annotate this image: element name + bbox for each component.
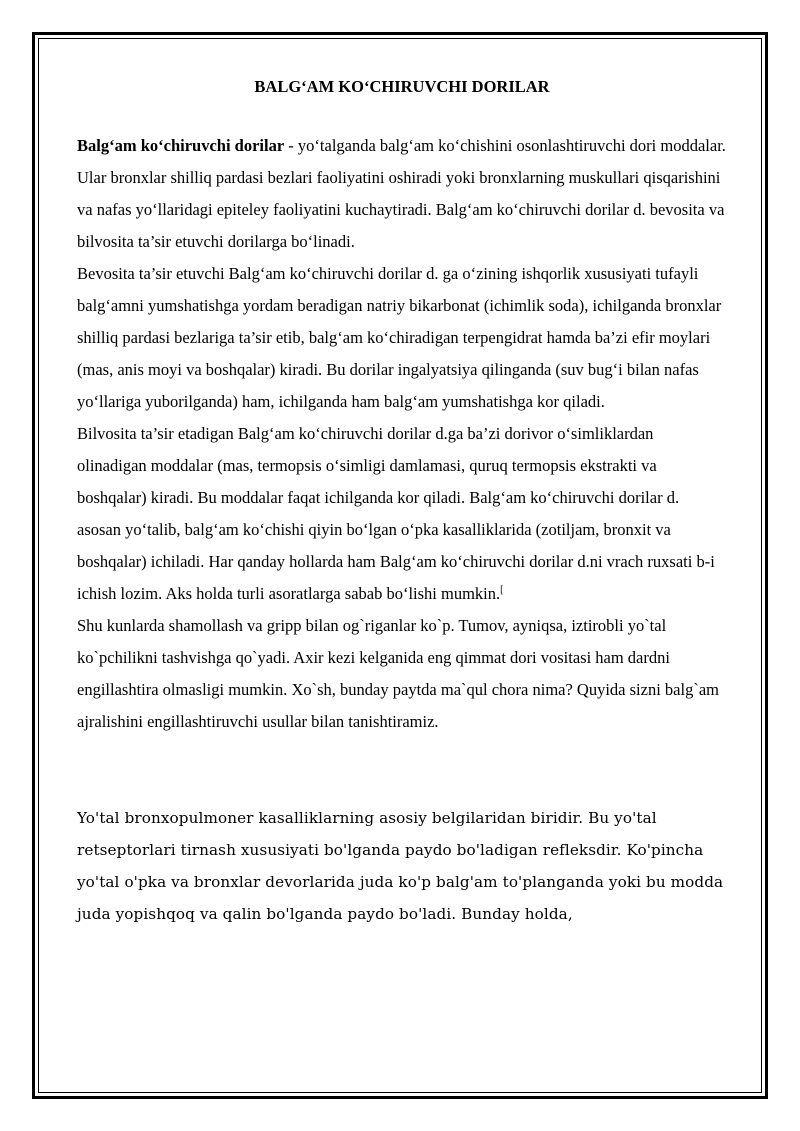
paragraph-cough: Yo'tal bronxopulmoner kasalliklarning asosiy belgilaridan biridir. Bu yo'tal retseptorlari tirnash xususiyati bo'lganda paydo bo'ladigan refleksdir. Ko'pincha yo'tal o'pka va bronxlar devorlarida juda ko'p balg'am to'planganda yoki bu modda juda yopishqoq va qalin bo'lganda paydo bo'ladi. Bunday holda, (77, 809, 724, 923)
document-title: BALG‘AM KO‘CHIRUVCHI DORILAR (254, 77, 550, 96)
paragraph-indirect-text: Bilvosita ta’sir etadigan Balg‘am ko‘chiruvchi dorilar d.ga ba’zi dorivor o‘simliklardan olinadigan moddalar (mas, termopsis o‘simligi damlamasi, quruq termopsis ekstrakti va boshqalar) kiradi. Bu moddalar faqat ichilganda kor qiladi. Balg‘am ko‘chiruvchi dorilar d. asosan yo‘talib, balg‘am ko‘chishi qiyin bo‘lgan o‘pka kasalliklarida (zotiljam, bronxit va boshqalar) ichiladi. Har qanday hollarda ham Balg‘am ko‘chiruvchi dorilar d.ni vrach ruxsati b-i ichish lozim. Aks holda turli asoratlarga sabab bo‘lishi mumkin. (77, 424, 715, 603)
paragraph-spacer (77, 738, 727, 802)
paragraph-direct-action: Bevosita ta’sir etuvchi Balg‘am ko‘chiruvchi dorilar d. ga o‘zining ishqorlik xususiyati tufayli balg‘amni yumshatishga yordam beradigan natriy bikarbonat (ichimlik soda), ichilganda bronxlar shilliq pardasi bezlariga ta’sir etib, balg‘am ko‘chiradigan terpengidrat hamda ba’zi efir moylari (mas, anis moyi va boshqalar) kiradi. Bu dorilar ingalyatsiya qilinganda (suv bug‘i bilan nafas yo‘llariga yuborilganda) ham, ichilganda ham balg‘am yumshatishga kor qiladi. (77, 264, 722, 411)
paragraph-indirect-action (77, 418, 727, 610)
paragraph-cold-season: Shu kunlarda shamollash va gripp bilan og`riganlar ko`p. Tumov, ayniqsa, iztirobli yo`tal ko`pchilikni tashvishga qo`yadi. Axir kezi kelganida eng qimmat dori vositasi ham dardni engillashtira olmasligi mumkin. Xo`sh, bunday paytda ma`qul chora nima? Quyida sizni balg`am ajralishini engillashtiruvchi usullar bilan tanishtiramiz. (77, 616, 719, 731)
reference-mark: [ (500, 584, 504, 596)
paragraph-intro (77, 130, 727, 258)
intro-term: Balg‘am ko‘chiruvchi dorilar (77, 136, 285, 155)
document-body (77, 74, 727, 930)
intro-text: - yo‘talganda balg‘am ko‘chishini osonlashtiruvchi dori moddalar. Ular bronxlar shilliq pardasi bezlari faoliyatini oshiradi yoki bronxlarning muskullari qisqarishini va nafas yo‘llaridagi epiteley faoliyatini kuchaytiradi. Balg‘am ko‘chiruvchi dorilar d. bevosita va bilvosita ta’sir etuvchi dorilarga bo‘linadi. (77, 136, 726, 251)
